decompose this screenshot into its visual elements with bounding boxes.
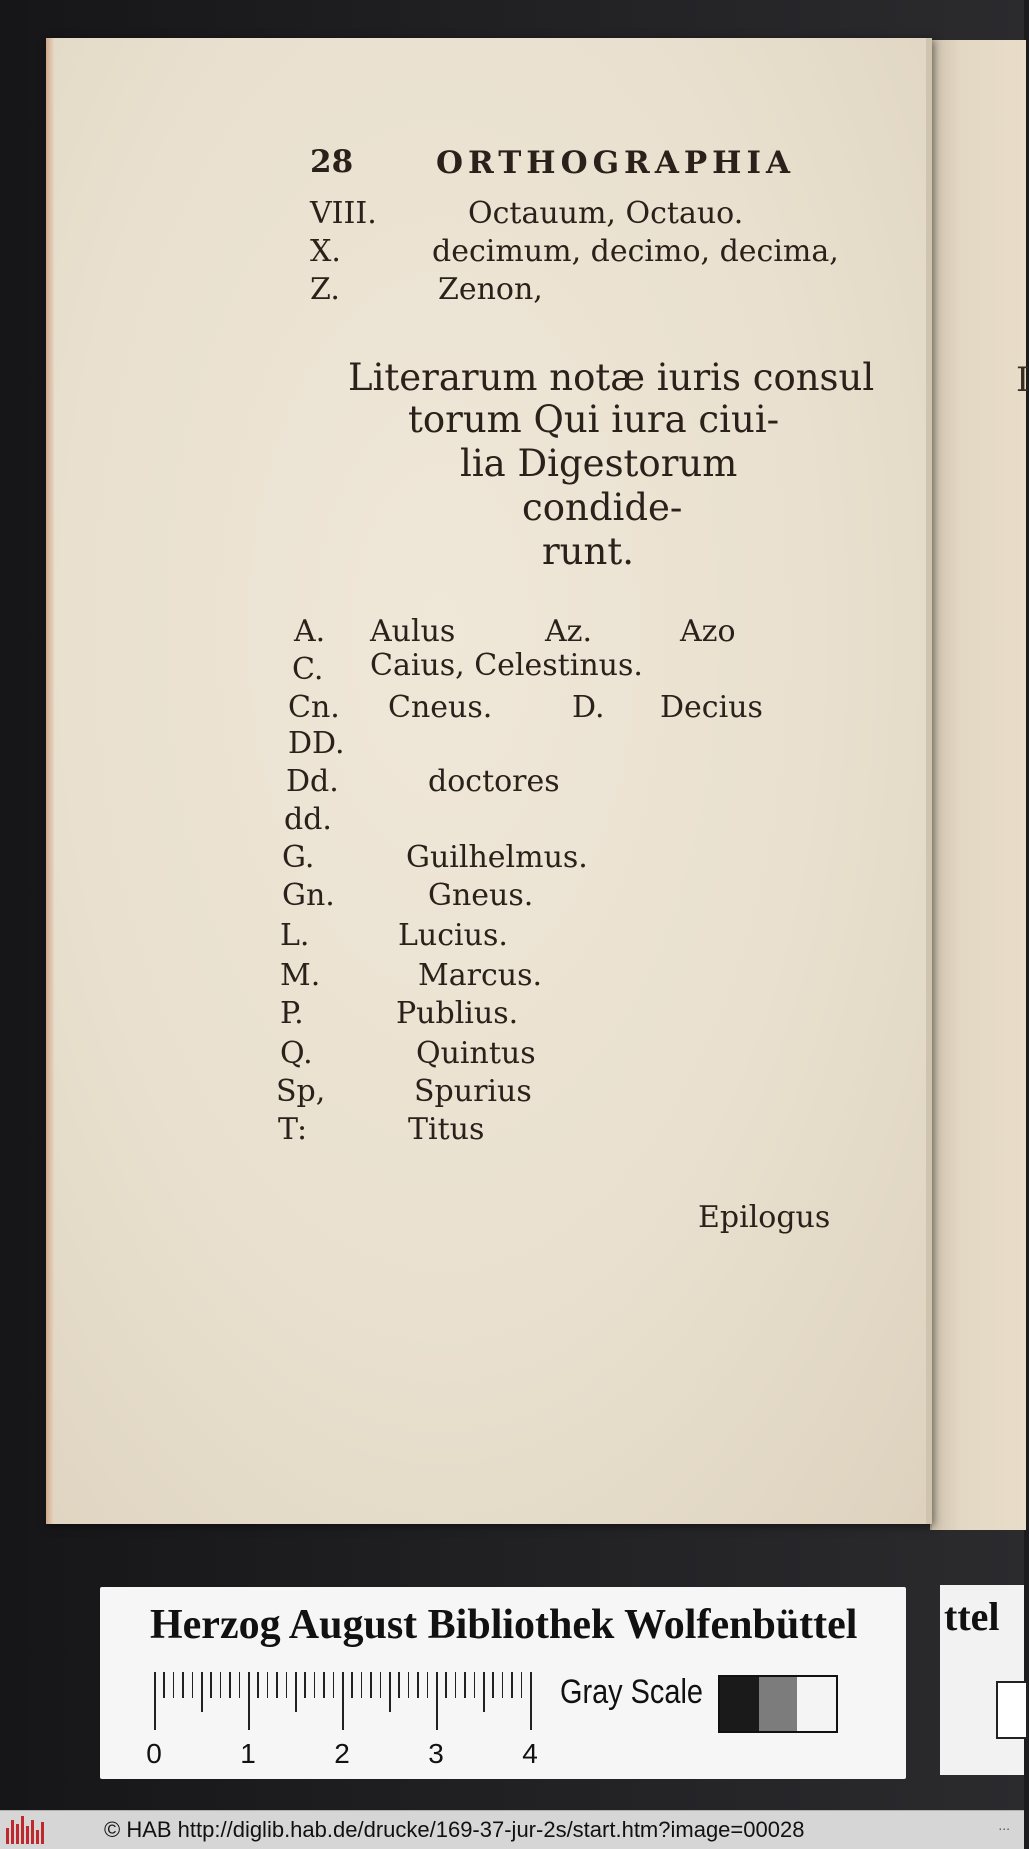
ruler-tick bbox=[295, 1672, 297, 1712]
ruler-tick bbox=[257, 1672, 259, 1698]
ruler-number: 0 bbox=[146, 1738, 162, 1769]
name: Spurius bbox=[414, 1074, 532, 1109]
section-title-line: lia Digestorum bbox=[460, 442, 738, 485]
catchword: Epilogus bbox=[698, 1200, 831, 1235]
ruler-tick bbox=[464, 1672, 466, 1698]
ruler-tick bbox=[276, 1672, 278, 1698]
abbr: M. bbox=[280, 958, 321, 993]
name: Azo bbox=[680, 614, 736, 649]
ruler-tick bbox=[474, 1672, 476, 1698]
abbr: Gn. bbox=[282, 878, 335, 913]
abbr: Az. bbox=[545, 614, 593, 649]
ruler-tick bbox=[333, 1672, 335, 1698]
ruler-tick bbox=[398, 1672, 400, 1698]
ruler-tick bbox=[351, 1672, 353, 1698]
more-icon[interactable]: ... bbox=[998, 1817, 1010, 1833]
facing-strip-swatch bbox=[996, 1681, 1028, 1739]
ruler-tick bbox=[511, 1672, 513, 1698]
ruler-tick bbox=[502, 1672, 504, 1698]
abbr: C. bbox=[292, 652, 324, 687]
color-scale-card bbox=[100, 1587, 906, 1779]
gray-scale-label: Gray Scale bbox=[560, 1673, 703, 1711]
facing-scale-strip bbox=[940, 1585, 1024, 1775]
ruler-number: 3 bbox=[428, 1738, 444, 1769]
name: Quintus bbox=[416, 1036, 536, 1071]
expansion: Zenon, bbox=[438, 272, 543, 307]
name: Caius, Celestinus. bbox=[370, 648, 643, 683]
ruler-tick bbox=[530, 1672, 532, 1730]
ruler-tick bbox=[380, 1672, 382, 1698]
ruler-tick bbox=[201, 1672, 203, 1712]
abbr: A. bbox=[294, 614, 326, 649]
ruler-tick bbox=[229, 1672, 231, 1698]
ruler-tick bbox=[389, 1672, 391, 1712]
abbr: X. bbox=[310, 234, 341, 269]
ruler-tick bbox=[182, 1672, 184, 1698]
swatch-gray bbox=[759, 1677, 798, 1731]
page-number: 28 bbox=[310, 144, 354, 180]
name: Marcus. bbox=[418, 958, 542, 993]
source-url[interactable]: © HAB http://diglib.hab.de/drucke/169-37-jur-2s/start.htm?image=00028 bbox=[104, 1817, 805, 1842]
ruler-tick bbox=[314, 1672, 316, 1698]
abbr: P. bbox=[280, 996, 304, 1031]
facing-page bbox=[930, 40, 1029, 1530]
page-edge bbox=[46, 38, 54, 1524]
gray-scale-swatches bbox=[718, 1675, 838, 1733]
ruler-tick bbox=[192, 1672, 194, 1698]
name: Decius bbox=[660, 690, 763, 725]
ruler-tick bbox=[267, 1672, 269, 1698]
abbr: Sp, bbox=[276, 1074, 326, 1109]
running-header: ORTHOGRAPHIA bbox=[436, 145, 796, 181]
ruler-tick bbox=[210, 1672, 212, 1698]
swatch-black bbox=[720, 1677, 759, 1731]
name: Titus bbox=[408, 1112, 485, 1147]
ruler-tick bbox=[455, 1672, 457, 1698]
ruler-tick bbox=[304, 1672, 306, 1698]
ruler-tick bbox=[408, 1672, 410, 1698]
name: Lucius. bbox=[398, 918, 508, 953]
expansion: decimum, decimo, decima, bbox=[432, 234, 839, 269]
ruler-tick bbox=[370, 1672, 372, 1698]
name: Publius. bbox=[396, 996, 519, 1031]
ruler-tick bbox=[323, 1672, 325, 1698]
ruler-tick bbox=[445, 1672, 447, 1698]
ruler-tick bbox=[286, 1672, 288, 1698]
abbr: Q. bbox=[280, 1036, 313, 1071]
ruler-tick bbox=[417, 1672, 419, 1698]
abbr: L. bbox=[280, 918, 310, 953]
section-title-line: runt. bbox=[542, 530, 634, 573]
ruler-tick bbox=[154, 1672, 156, 1730]
hab-logo bbox=[6, 1816, 46, 1844]
ruler-tick bbox=[483, 1672, 485, 1712]
ruler-tick bbox=[163, 1672, 165, 1698]
library-name: Herzog August Bibliothek Wolfenbüttel bbox=[150, 1602, 858, 1648]
abbr: D. bbox=[572, 690, 605, 725]
abbr: Cn. bbox=[288, 690, 340, 725]
name: Aulus bbox=[370, 614, 456, 649]
ruler-number: 2 bbox=[334, 1738, 350, 1769]
name: Cneus. bbox=[388, 690, 493, 725]
ruler-tick bbox=[239, 1672, 241, 1698]
facing-page-glyph: I bbox=[1016, 360, 1029, 400]
abbr: T: bbox=[278, 1112, 308, 1147]
ruler-tick bbox=[248, 1672, 250, 1730]
abbr: dd. bbox=[284, 802, 332, 837]
name: Gneus. bbox=[428, 878, 534, 913]
ruler-tick bbox=[220, 1672, 222, 1698]
cm-ruler bbox=[146, 1672, 538, 1769]
abbr: DD. bbox=[288, 726, 345, 761]
abbr: VIII. bbox=[310, 196, 377, 231]
ruler-tick bbox=[173, 1672, 175, 1698]
ruler-tick bbox=[436, 1672, 438, 1730]
ruler-tick bbox=[521, 1672, 523, 1698]
ruler-number: 1 bbox=[240, 1738, 256, 1769]
ruler-tick bbox=[342, 1672, 344, 1730]
name: doctores bbox=[428, 764, 560, 799]
section-title-line: Literarum notæ iuris consul bbox=[348, 356, 875, 399]
abbr: Z. bbox=[310, 272, 340, 307]
abbr: G. bbox=[282, 840, 315, 875]
ruler-tick bbox=[361, 1672, 363, 1698]
ruler-number: 4 bbox=[522, 1738, 538, 1769]
expansion: Octauum, Octauo. bbox=[468, 196, 744, 231]
swatch-white bbox=[797, 1677, 836, 1731]
section-title-line: torum Qui iura ciui- bbox=[408, 398, 780, 441]
viewer-footer bbox=[0, 1810, 1024, 1849]
abbr: Dd. bbox=[286, 764, 339, 799]
section-title-line: condide- bbox=[522, 486, 683, 529]
facing-strip-text: ttel bbox=[944, 1594, 1000, 1639]
ruler-tick bbox=[427, 1672, 429, 1698]
name: Guilhelmus. bbox=[406, 840, 588, 875]
ruler-tick bbox=[492, 1672, 494, 1698]
